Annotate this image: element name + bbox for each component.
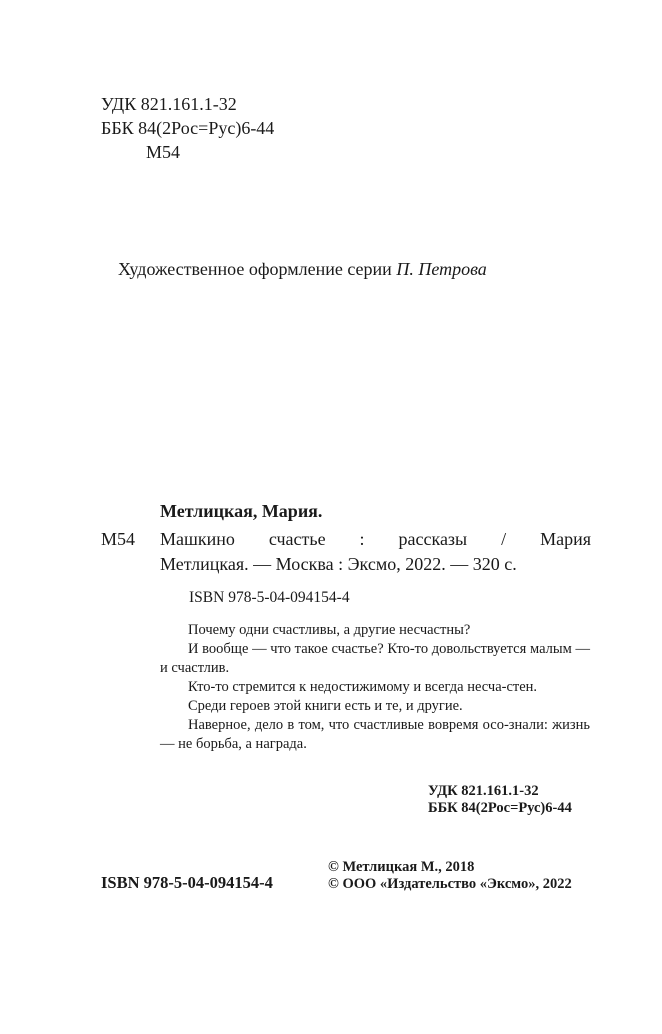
annotation-line: И вообще — что такое счастье? Кто-то довольствуется малым — и счастлив. <box>160 641 590 676</box>
isbn-catalog: ISBN 978-5-04-094154-4 <box>189 589 350 606</box>
author-mark: М54 <box>101 529 136 549</box>
bbk-code-bottom: ББК 84(2Рос=Рус)6-44 <box>428 800 572 816</box>
bbk-code-top: ББК 84(2Рос=Рус)6-44 <box>101 118 275 138</box>
designer-name: П. Петрова <box>396 259 487 279</box>
copyright-author: © Метлицкая М., 2018 <box>328 859 475 875</box>
author-heading: Метлицкая, Мария. <box>160 501 323 521</box>
annotation-line: Кто-то стремится к недостижимому и всегда несча-стен. <box>188 679 538 695</box>
udk-code-bottom: УДК 821.161.1-32 <box>428 783 539 799</box>
author-mark-top: М54 <box>146 142 181 162</box>
isbn-bottom: ISBN 978-5-04-094154-4 <box>101 873 273 892</box>
annotation-line: Среди героев этой книги есть и те, и другие. <box>188 698 463 714</box>
annotation-line: Почему одни счастливы, а другие несчастны? <box>188 622 471 638</box>
design-credit <box>118 258 487 280</box>
annotation <box>160 621 590 754</box>
udk-code-top: УДК 821.161.1-32 <box>101 94 237 114</box>
title-line-1: Машкино счастье : рассказы / Мария <box>160 529 591 549</box>
design-credit-text: Художественное оформление серии <box>118 259 392 279</box>
annotation-line: Наверное, дело в том, что счастливые вовремя осо-знали: жизнь — не борьба, а награда. <box>160 717 590 752</box>
title-line-2: Метлицкая. — Москва : Эксмо, 2022. — 320 с. <box>160 554 517 574</box>
copyright-publisher: © ООО «Издательство «Эксмо», 2022 <box>328 876 572 892</box>
